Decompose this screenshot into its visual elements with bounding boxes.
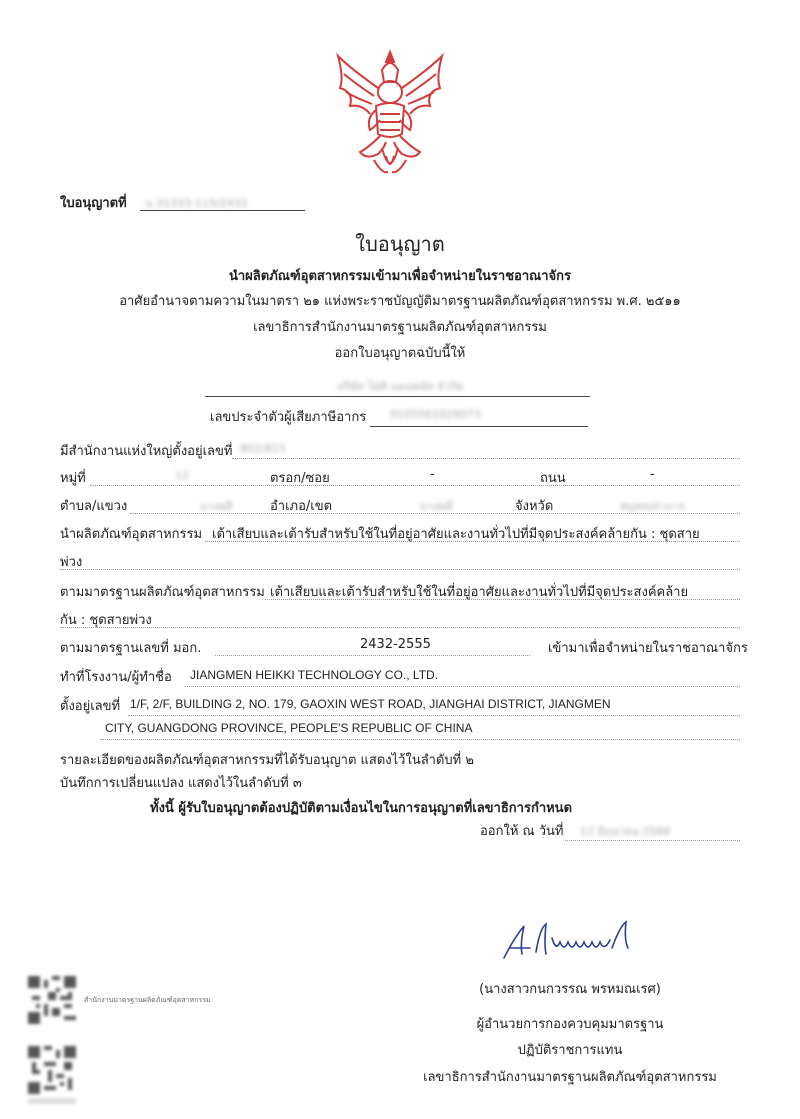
factory-label: ทำที่โรงงาน/ผู้ทำชื่อ [60,670,172,685]
license-no-label: ใบอนุญาตที่ [60,196,127,211]
conditions: ทั้งนี้ ผู้รับใบอนุญาตต้องปฏิบัติตามเงื่อนไขในการอนุญาตที่เลขาธิการกำหนด [150,801,573,816]
soi-value: - [430,467,435,482]
standard-line-1 [265,599,740,600]
signature-icon [500,918,640,966]
address-line-1: 1/F, 2/F, BUILDING 2, NO. 179, GAOXIN WEST ROAD, JIANGHAI DISTRICT, JIANGMEN [130,697,611,711]
standard-number-suffix: เข้ามาเพื่อจำหน่ายในราชอาณาจักร [548,641,748,656]
office-line [232,458,740,459]
standard-label: ตามมาตรฐานผลิตภัณฑ์อุตสาหกรรม [60,585,265,600]
issued-line [565,840,740,841]
standard-line-2 [60,627,740,628]
address-line-2: CITY, GUANGDONG PROVINCE, PEOPLE'S REPUBLIC OF CHINA [105,721,473,735]
product-label: นำผลิตภัณฑ์อุตสาหกรรม [60,527,203,542]
subdistrict-label: ตำบล/แขวง [60,499,128,514]
moo-value: 12 [175,469,189,482]
standard-number-label: ตามมาตรฐานเลขที่ มอก. [60,641,202,656]
district-value: บางพลี [420,500,453,513]
subdistrict-value: บางพลี [200,500,233,513]
page-title: ใบอนุญาต [355,232,445,256]
province-label: จังหวัด [515,499,554,514]
standard-number-line [215,655,530,656]
soi-label: ตรอก/ซอย [270,471,330,486]
district-label: อำเภอ/เขต [270,499,333,514]
address-line-rule-2 [100,739,740,740]
address-line-rule-1 [128,715,740,716]
tax-id-line [370,426,588,427]
product-line-2 [60,569,740,570]
issued-label: ออกให้ ณ วันที่ [480,824,564,839]
product-line-1 [205,541,740,542]
signatory-title-2: ปฏิบัติราชการแทน [517,1043,623,1058]
subdistrict-line [130,513,740,514]
details-note: รายละเอียดของผลิตภัณฑ์อุตสาหกรรมที่ได้รับอนุญาต แสดงไว้ในลำดับที่ ๒ [60,753,474,768]
office-value: 802/815 [240,442,286,455]
tax-id-value: 0105561029073 [390,408,481,421]
road-value: - [650,467,655,482]
signatory-title-1: ผู้อำนวยการกองควบคุมมาตรฐาน [476,1017,664,1032]
road-label: ถนน [540,471,566,486]
qr-footer-blur [28,1098,76,1104]
product-value-line-2: พ่วง [60,555,83,570]
qr-code-icon-secondary [28,1046,76,1094]
moo-line [90,485,740,486]
signatory-title-3: เลขาธิการสำนักงานมาตรฐานผลิตภัณฑ์อุตสาหกรรม [423,1070,717,1085]
intro-line-1: อาศัยอำนาจตามความในมาตรา ๒๑ แห่งพระราชบัญญัติมาตรฐานผลิตภัณฑ์อุตสาหกรรม พ.ศ. ๒๕๑๑ [119,294,681,309]
licensee-name: บริษัท ไฮคิ แมนพลัส จำกัด [336,380,464,393]
tax-id-label: เลขประจำตัวผู้เสียภาษีอากร [210,410,367,425]
intro-line-3: ออกใบอนุญาตฉบับนี้ให้ [334,346,466,361]
license-no-value: น 31333-115/2432 [145,197,248,210]
standard-value-line-2: กัน : ชุดสายพ่วง [60,613,152,628]
issued-value: 12 มิถุนายน 2566 [580,825,671,838]
moo-label: หมู่ที่ [60,471,86,486]
factory-value: JIANGMEN HEIKKI TECHNOLOGY CO., LTD. [190,668,439,682]
licensee-line [205,396,590,397]
factory-line [185,686,740,687]
changes-note: บันทึกการเปลี่ยนแปลง แสดงไว้ในลำดับที่ ๓ [60,776,302,791]
address-label: ตั้งอยู่เลขที่ [60,699,121,714]
qr-caption: สำนักงานมาตรฐานผลิตภัณฑ์อุตสาหกรรม [84,996,211,1004]
province-value: สมุทรปราการ [620,500,685,513]
garuda-emblem-icon [330,48,450,188]
signatory-name: (นางสาวกนกวรรณ พรหมณเรศ) [479,982,661,997]
product-value-line-1: เต้าเสียบและเต้ารับสำหรับใช้ในที่อยู่อาศัยและงานทั่วไปที่มีจุดประสงค์คล้ายกัน : ชุดสาย [212,527,700,542]
intro-line-2: เลขาธิการสำนักงานมาตรฐานผลิตภัณฑ์อุตสาหกรรม [253,320,547,335]
qr-code-icon [28,976,76,1024]
office-label: มีสำนักงานแห่งใหญ่ตั้งอยู่เลขที่ [60,444,233,459]
standard-number-value: 2432-2555 [360,637,431,652]
standard-value-line-1: เต้าเสียบและเต้ารับสำหรับใช้ในที่อยู่อาศัยและงานทั่วไปที่มีจุดประสงค์คล้าย [270,585,689,600]
subtitle: นำผลิตภัณฑ์อุตสาหกรรมเข้ามาเพื่อจำหน่ายในราชอาณาจักร [229,269,571,284]
